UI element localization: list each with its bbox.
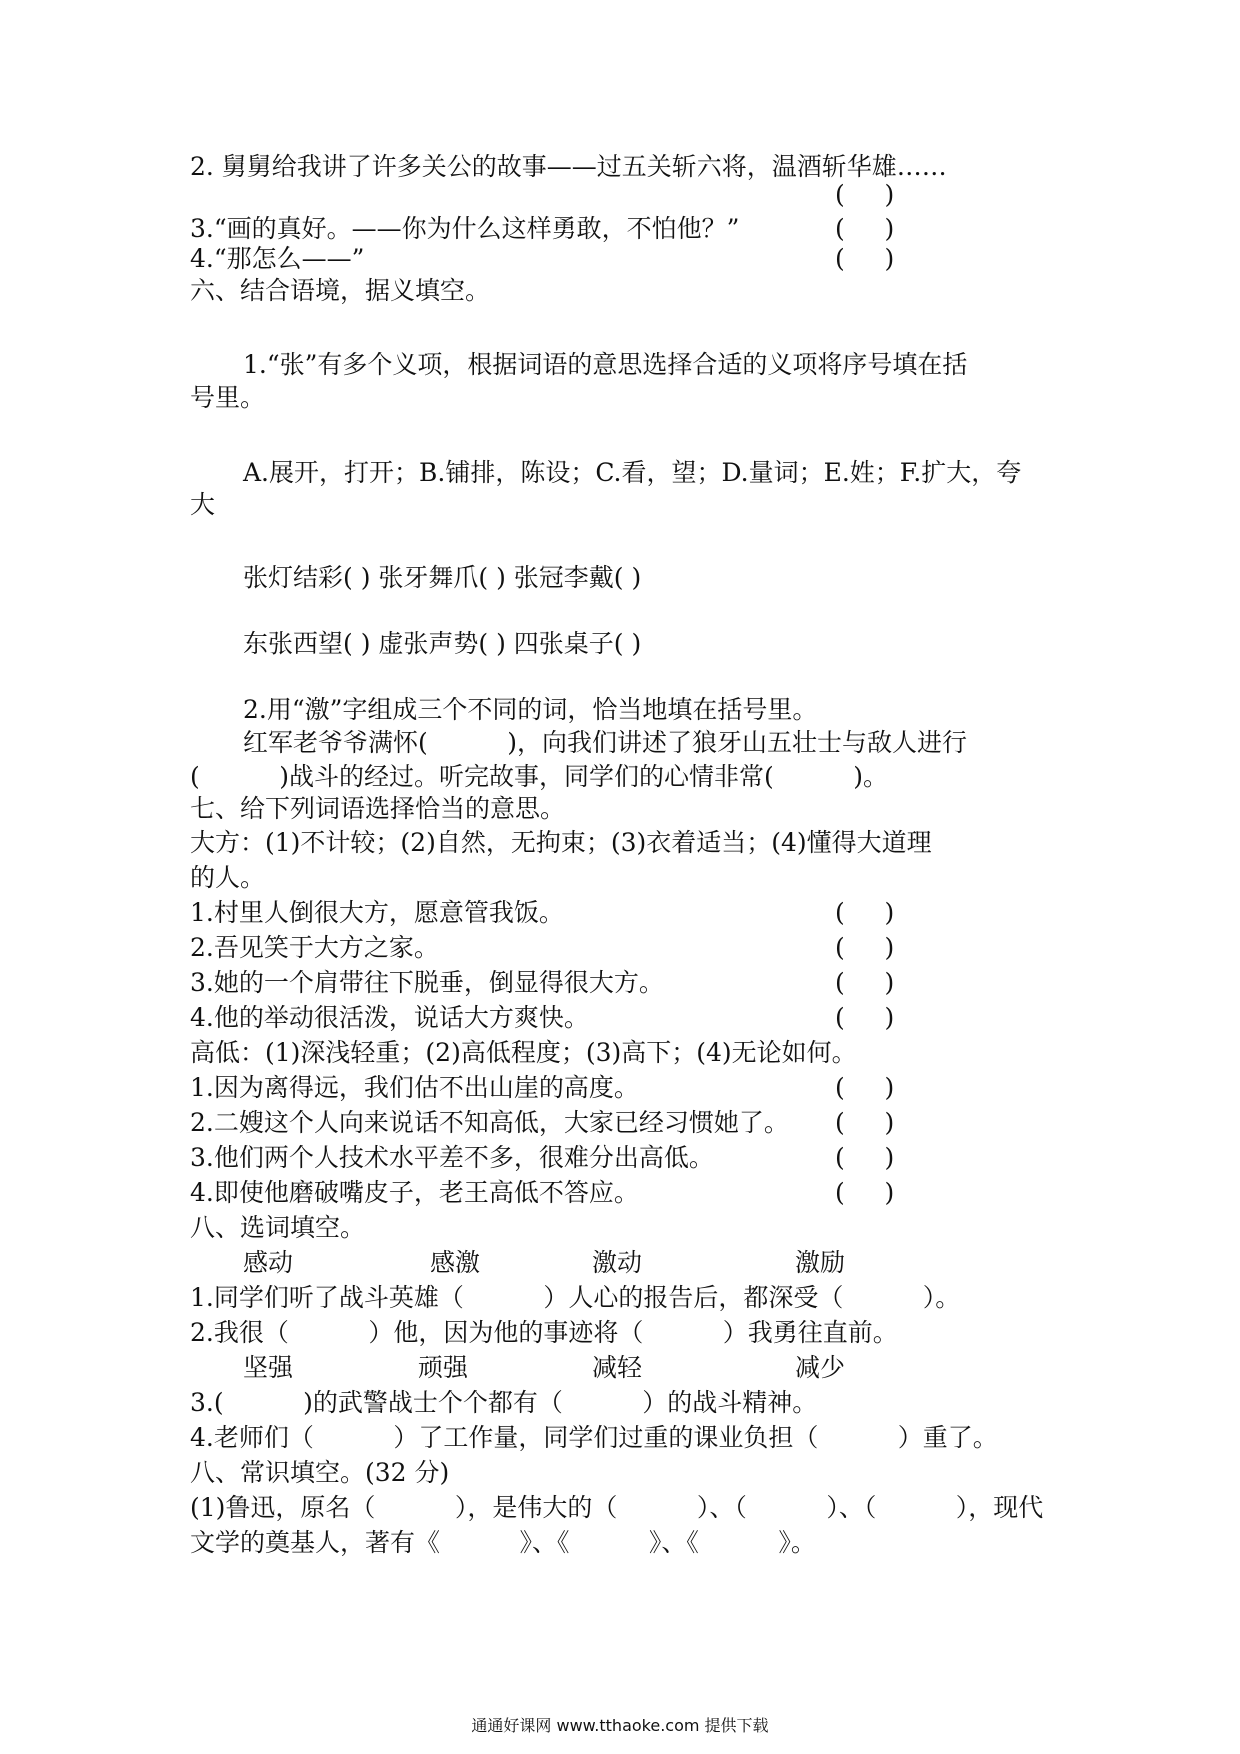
question-text: 4.老师们（ ）了工作量，同学们过重的课业负担（ ）重了。 <box>190 1423 998 1452</box>
list-item: 2.二嫂这个人向来说话不知高低，大家已经习惯她了。 <box>190 1108 789 1137</box>
answer-paren: ( ) <box>835 1143 895 1172</box>
q5-item-3: 3.“画的真好。——你为什么这样勇敢，不怕他？” <box>190 214 740 243</box>
q5-item-2: 2. 舅舅给我讲了许多关公的故事——过五关斩六将，温酒斩华雄…… <box>190 152 947 181</box>
answer-paren: ( ) <box>835 1003 895 1032</box>
question-text: 号里。 <box>190 383 266 412</box>
q5-item-4: 4.“那怎么——” <box>190 244 365 273</box>
word-choice: 坚强 <box>243 1353 294 1382</box>
answer-paren: ( ) <box>835 244 895 273</box>
answer-paren: ( ) <box>835 898 895 927</box>
question-text: 1.同学们听了战斗英雄（ ）人心的报告后，都深受（ ）。 <box>190 1283 961 1312</box>
question-text: 文学的奠基人，著有《 》、《 》、《 》。 <box>190 1528 816 1557</box>
options-text: 大 <box>190 490 216 519</box>
list-item: 3.她的一个肩带往下脱垂，倒显得很大方。 <box>190 968 664 997</box>
word-row: 东张西望( ) 虚张声势( ) 四张桌子( ) <box>243 629 642 658</box>
answer-paren: ( ) <box>835 1108 895 1137</box>
list-item: 4.他的举动很活泼，说话大方爽快。 <box>190 1003 589 1032</box>
answer-paren: ( ) <box>835 933 895 962</box>
question-text: 3.( )的武警战士个个都有（ ）的战斗精神。 <box>190 1388 818 1417</box>
section-heading: 六、结合语境，据义填空。 <box>190 276 491 305</box>
answer-paren: ( ) <box>835 214 895 243</box>
question-text: 2.用“激”字组成三个不同的词，恰当地填在括号里。 <box>243 695 818 724</box>
list-item: 3.他们两个人技术水平差不多，很难分出高低。 <box>190 1143 714 1172</box>
definition-text: 的人。 <box>190 863 266 892</box>
question-text: 2.我很（ ）他，因为他的事迹将（ ）我勇往直前。 <box>190 1318 898 1347</box>
question-text: 红军老爷爷满怀( )，向我们讲述了狼牙山五壮士与敌人进行 <box>243 728 967 757</box>
section-heading: 八、选词填空。 <box>190 1213 366 1242</box>
answer-paren: ( ) <box>835 180 895 209</box>
list-item: 4.即使他磨破嘴皮子，老王高低不答应。 <box>190 1178 639 1207</box>
word-choice: 减少 <box>795 1353 846 1382</box>
word-choice: 顽强 <box>418 1353 469 1382</box>
word-choice: 感激 <box>430 1248 481 1277</box>
section-heading: 八、常识填空。(32 分) <box>190 1458 450 1487</box>
word-row: 张灯结彩( ) 张牙舞爪( ) 张冠李戴( ) <box>243 563 642 592</box>
question-text: ( )战斗的经过。听完故事，同学们的心情非常( )。 <box>190 762 888 791</box>
list-item: 1.村里人倒很大方，愿意管我饭。 <box>190 898 564 927</box>
word-choice: 激动 <box>592 1248 643 1277</box>
list-item: 2.吾见笑于大方之家。 <box>190 933 439 962</box>
answer-paren: ( ) <box>835 1073 895 1102</box>
word-choice: 减轻 <box>592 1353 643 1382</box>
question-text: 1.“张”有多个义项，根据词语的意思选择合适的义项将序号填在括 <box>243 350 968 379</box>
word-choice: 激励 <box>795 1248 846 1277</box>
definition-text: 大方：(1)不计较；(2)自然，无拘束；(3)衣着适当；(4)懂得大道理 <box>190 828 932 857</box>
answer-paren: ( ) <box>835 1178 895 1207</box>
list-item: 1.因为离得远，我们估不出山崖的高度。 <box>190 1073 639 1102</box>
page-footer: 通通好课网 www.tthaoke.com 提供下载 <box>471 1716 769 1735</box>
section-heading: 七、给下列词语选择恰当的意思。 <box>190 794 566 823</box>
options-text: A.展开，打开；B.铺排，陈设；C.看，望；D.量词；E.姓；F.扩大，夸 <box>243 458 1022 487</box>
question-text: (1)鲁迅，原名（ ），是伟大的（ ）、（ ）、（ ），现代 <box>190 1493 1044 1522</box>
definition-text: 高低：(1)深浅轻重；(2)高低程度；(3)高下；(4)无论如何。 <box>190 1038 857 1067</box>
word-choice: 感动 <box>243 1248 294 1277</box>
answer-paren: ( ) <box>835 968 895 997</box>
